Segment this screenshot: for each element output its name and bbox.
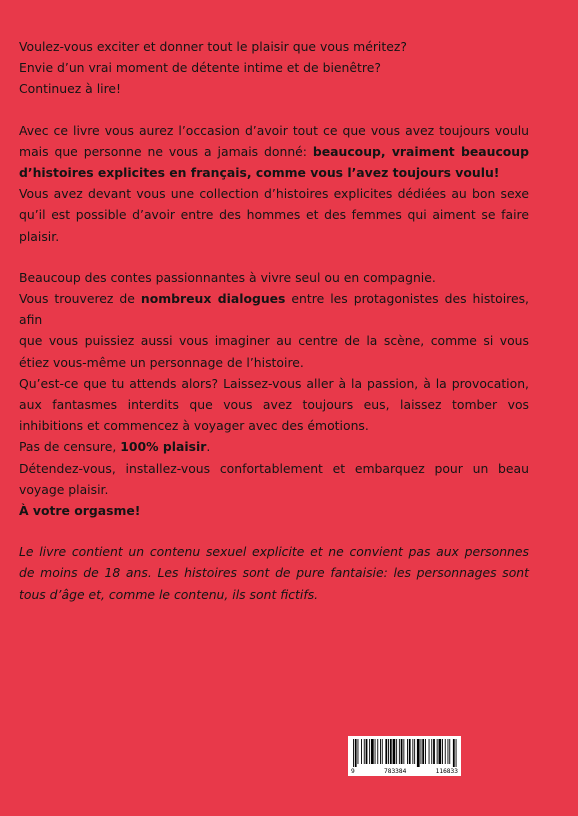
barcode-bar <box>369 739 370 764</box>
paragraph-2-line: Avec ce livre vous aurez l’occasion d’avoir tout ce que vous avez toujours voulu <box>19 122 529 138</box>
barcode-bar <box>439 739 442 764</box>
emphasis: nombreux dialogues <box>140 291 286 307</box>
disclaimer-line: tous d’âge et, comme le contenu, ils sont fictifs. <box>19 586 319 602</box>
barcode-bar <box>449 739 450 764</box>
barcode-bar <box>377 739 378 764</box>
barcode-bar <box>358 739 359 764</box>
barcode-bar <box>431 739 432 764</box>
closing-line-bold: À votre orgasme! <box>19 503 141 519</box>
barcode-bar <box>437 739 438 764</box>
intro-line-3: Continuez à lire! <box>19 81 121 97</box>
barcode-bar <box>421 739 422 764</box>
barcode-digit-prefix: 9 <box>351 768 355 775</box>
barcode-bar <box>353 739 354 767</box>
barcode-digits <box>348 768 461 775</box>
barcode-bar <box>388 739 389 764</box>
barcode-bar <box>355 739 357 767</box>
paragraph-3-line: Vous trouverez de nombreux dialogues entre les protagonistes des histoires, afin <box>19 291 529 328</box>
barcode-bar <box>453 739 455 767</box>
barcode-bar <box>396 739 397 764</box>
barcode-bar <box>442 739 443 764</box>
barcode-bar <box>433 739 435 764</box>
paragraph-2-line: Vous avez devant vous une collection d’histoires explicites dédiées au bon sexe <box>19 186 529 202</box>
emphasis: 100% plaisir <box>120 439 207 455</box>
paragraph-3-line: que vous puissiez aussi vous imaginer au centre de la scène, comme si vous <box>19 333 529 349</box>
barcode-bar <box>456 739 457 767</box>
barcode-bar <box>403 739 404 764</box>
paragraph-3-line: aux fantasmes interdits que vous avez toujours eus, laissez tomber vos <box>19 397 529 413</box>
barcode-bar <box>422 739 424 764</box>
paragraph-3-line: inhibitions et commencez à voyager avec des émotions. <box>19 418 369 434</box>
barcode-bar <box>364 739 365 764</box>
barcode-bar <box>382 739 383 764</box>
paragraph-3-line: voyage plaisir. <box>19 481 109 497</box>
paragraph-2-line-bold: d’histoires explicites en français, comme vous l’avez toujours voulu! <box>19 165 500 181</box>
barcode-bar <box>407 739 408 764</box>
paragraph-3-line: Qu’est-ce que tu attends alors? Laissez-vous aller à la passion, à la provocation, <box>19 375 529 391</box>
barcode-bar <box>414 739 415 764</box>
isbn-barcode <box>348 736 461 776</box>
barcode-bar <box>412 739 413 764</box>
barcode-bar <box>375 739 376 764</box>
barcode-bar <box>401 739 403 764</box>
barcode-digits-left: 783384 <box>384 768 407 775</box>
barcode-bar <box>445 739 446 764</box>
paragraph-2-line: mais que personne ne vous a jamais donné: beaucoup, vraiment beaucoup <box>19 143 529 159</box>
barcode-bar <box>380 739 381 764</box>
barcode-bars <box>348 736 461 768</box>
barcode-bar <box>385 739 387 764</box>
paragraph-3-line: Détendez-vous, installez-vous confortablement et embarquez pour un beau <box>19 460 529 476</box>
barcode-bar <box>425 739 426 764</box>
barcode-bar <box>361 739 362 764</box>
disclaimer-line: de moins de 18 ans. Les histoires sont de pure fantaisie: les personnages sont <box>19 565 529 581</box>
paragraph-3-line: étiez vous-même un personnage de l’histoire. <box>19 354 304 370</box>
paragraph-2-line: qu’il est possible d’avoir entre des hommes et des femmes qui aiment se faire <box>19 207 529 223</box>
barcode-bar <box>448 739 449 764</box>
barcode-bar <box>371 739 374 764</box>
emphasis: beaucoup, vraiment beaucoup <box>312 143 529 159</box>
disclaimer-line: Le livre contient un contenu sexuel explicite et ne convient pas aux personnes <box>19 544 529 560</box>
barcode-bar <box>366 739 368 764</box>
barcode-bar <box>417 739 420 767</box>
barcode-bar <box>393 739 396 764</box>
barcode-digits-right: 116833 <box>435 768 458 775</box>
barcode-bar <box>390 739 392 764</box>
paragraph-3-line: Beaucoup des contes passionnantes à vivre seul ou en compagnie. <box>19 269 436 285</box>
intro-line-1: Voulez-vous exciter et donner tout le plaisir que vous méritez? <box>19 39 407 54</box>
barcode-bar <box>429 739 430 764</box>
paragraph-2-line: plaisir. <box>19 228 60 244</box>
paragraph-3-line: Pas de censure, 100% plaisir. <box>19 439 211 455</box>
barcode-bar <box>409 739 411 764</box>
back-cover-text <box>19 36 529 605</box>
barcode-bar <box>399 739 400 764</box>
intro-line-2: Envie d’un vrai moment de détente intime et de bienêtre? <box>19 60 381 76</box>
